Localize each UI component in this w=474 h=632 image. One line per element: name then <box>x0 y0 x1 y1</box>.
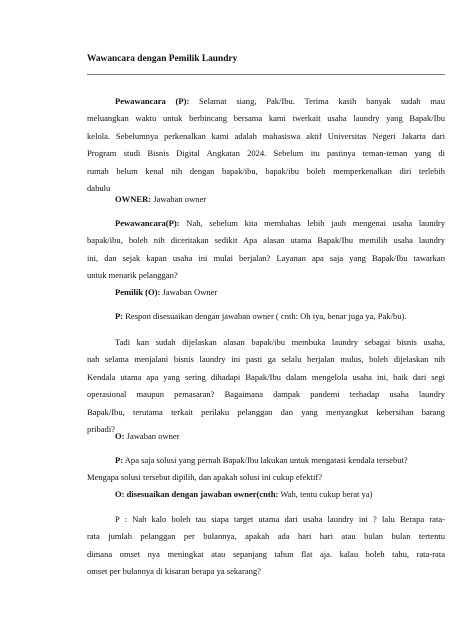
speaker-label: OWNER: <box>115 194 152 204</box>
paragraph-line: bapak/ibu, boleh nih diceritakan sedikit Apa alasan utama Bapak/Ibu memilih usaha laundry <box>87 235 445 246</box>
paragraph-line: meluangkan waktu untuk berbincang bersama kami twerkait usaha laundry yang Bapak/Ibu <box>87 113 445 124</box>
paragraph-line: dahulu <box>87 183 111 194</box>
speaker-label: Pewawancara(P): <box>115 218 180 228</box>
paragraph-line: untuk menarik pelanggan? <box>87 270 178 281</box>
paragraph-line: Mengapa solusi tersebut dipilih, dan apakah solusi ini cukup efektif? <box>87 472 322 483</box>
paragraph-line: rumah belum kenal nih dengan bapak/ibu, bapak/ibu boleh memperkenalkan diri terlebih <box>87 165 445 176</box>
paragraph-line: Pewawancara (P): Selamat siang, Pak/Ibu. Terima kasih banyak sudah mau <box>115 96 445 106</box>
paragraph-line: operasional maupun pemasaran? Bagaimana dampak pandemi terhadap usaha laundry <box>87 389 445 400</box>
speaker-label: Pewawancara (P): <box>115 96 190 106</box>
title-divider <box>87 74 445 75</box>
paragraph-line: pribadi? <box>87 424 116 435</box>
paragraph-interviewer-question-1 <box>87 215 445 285</box>
paragraph-interviewer-question-4 <box>87 511 445 581</box>
paragraph-owner-answer-3: O: Jawaban owner <box>115 431 180 441</box>
paragraph-line: ini, dan sejak kapan usaha ini mulai berjalan? Layanan apa saja yang Bapak/Ibu tawarkan <box>87 252 445 263</box>
paragraph-line: Bapak/Ibu, terutama terkait perilaku pelanggan dan yang menyangkut kebersihan barang <box>87 406 445 417</box>
paragraph-line: Pewawancara(P): Nah, sebelum kita membahas lebih jauh mengenai usaha laundry <box>115 218 445 228</box>
paragraph-owner-answer-4: O: disesuaikan dengan jawaban owner(cnth: Wah, tentu cukup berat ya) <box>115 489 373 499</box>
document-title: Wawancara dengan Pemilik Laundry <box>87 54 238 64</box>
paragraph-line: Tadi kan sudah dijelaskan alasan bapak/ibu membuka laundry sebagai bisnis usaha, <box>115 337 445 347</box>
speaker-label: P: <box>115 311 124 321</box>
paragraph-line: P : Nah kalo boleh tau siapa target utama dari usaha laundry ini ? lalu Berapa rata- <box>115 514 445 524</box>
paragraph-interviewer-question-2 <box>87 334 445 438</box>
speaker-label: Pemilik (O): <box>115 287 161 297</box>
speaker-label: O: <box>115 431 125 441</box>
paragraph-interviewer-intro <box>87 93 445 197</box>
paragraph-owner-answer-2: Pemilik (O): Jawaban Owner <box>115 287 218 297</box>
paragraph-line: Kendala utama apa yang sering dihadapi Bapak/Ibu dalam mengelola usaha ini, baik dari segi <box>87 371 445 382</box>
speaker-label: O: disesuaikan dengan jawaban owner(cnth: <box>115 489 279 499</box>
paragraph-line: Program studi Bisnis Digital Angkatan 2024. Sebelum itu pastinya teman-teman yang di <box>87 148 445 159</box>
paragraph-line: dimana omset nya meningkat atau sepanjang tahun flat aja. kalau boleh tahu, rata-rata <box>87 548 445 559</box>
paragraph-line: omset per bulannya di kisaran berapa ya sekarang? <box>87 566 261 577</box>
speaker-label: P: <box>115 455 124 465</box>
paragraph-line: rata jumlah pelanggan per bulannya, apakah ada hari hari atau bulan bulan tertentu <box>87 531 445 542</box>
paragraph-line: P: Apa saja solusi yang pernah Bapak/Ibu lakukan untuk mengatasi kendala tersebut? <box>115 455 408 465</box>
paragraph-interviewer-response: P: Respon disesuaikan dengan jawaban owner ( cnth: Oh iya, benar juga ya, Pak/bu). <box>115 311 407 321</box>
paragraph-line: kelola. Sebelumnya perkenalkan kami adalah mahasiswa aktif Universitas Negeri Jakarta dari <box>87 130 445 141</box>
paragraph-interviewer-question-3 <box>87 452 445 487</box>
paragraph-line: nah selama menjalani bisnis laundry ini pasti ga selalu berjalan mulus, boleh dijelaskan nih <box>87 354 445 365</box>
paragraph-owner-answer-1: OWNER: Jawaban owner <box>115 194 207 204</box>
